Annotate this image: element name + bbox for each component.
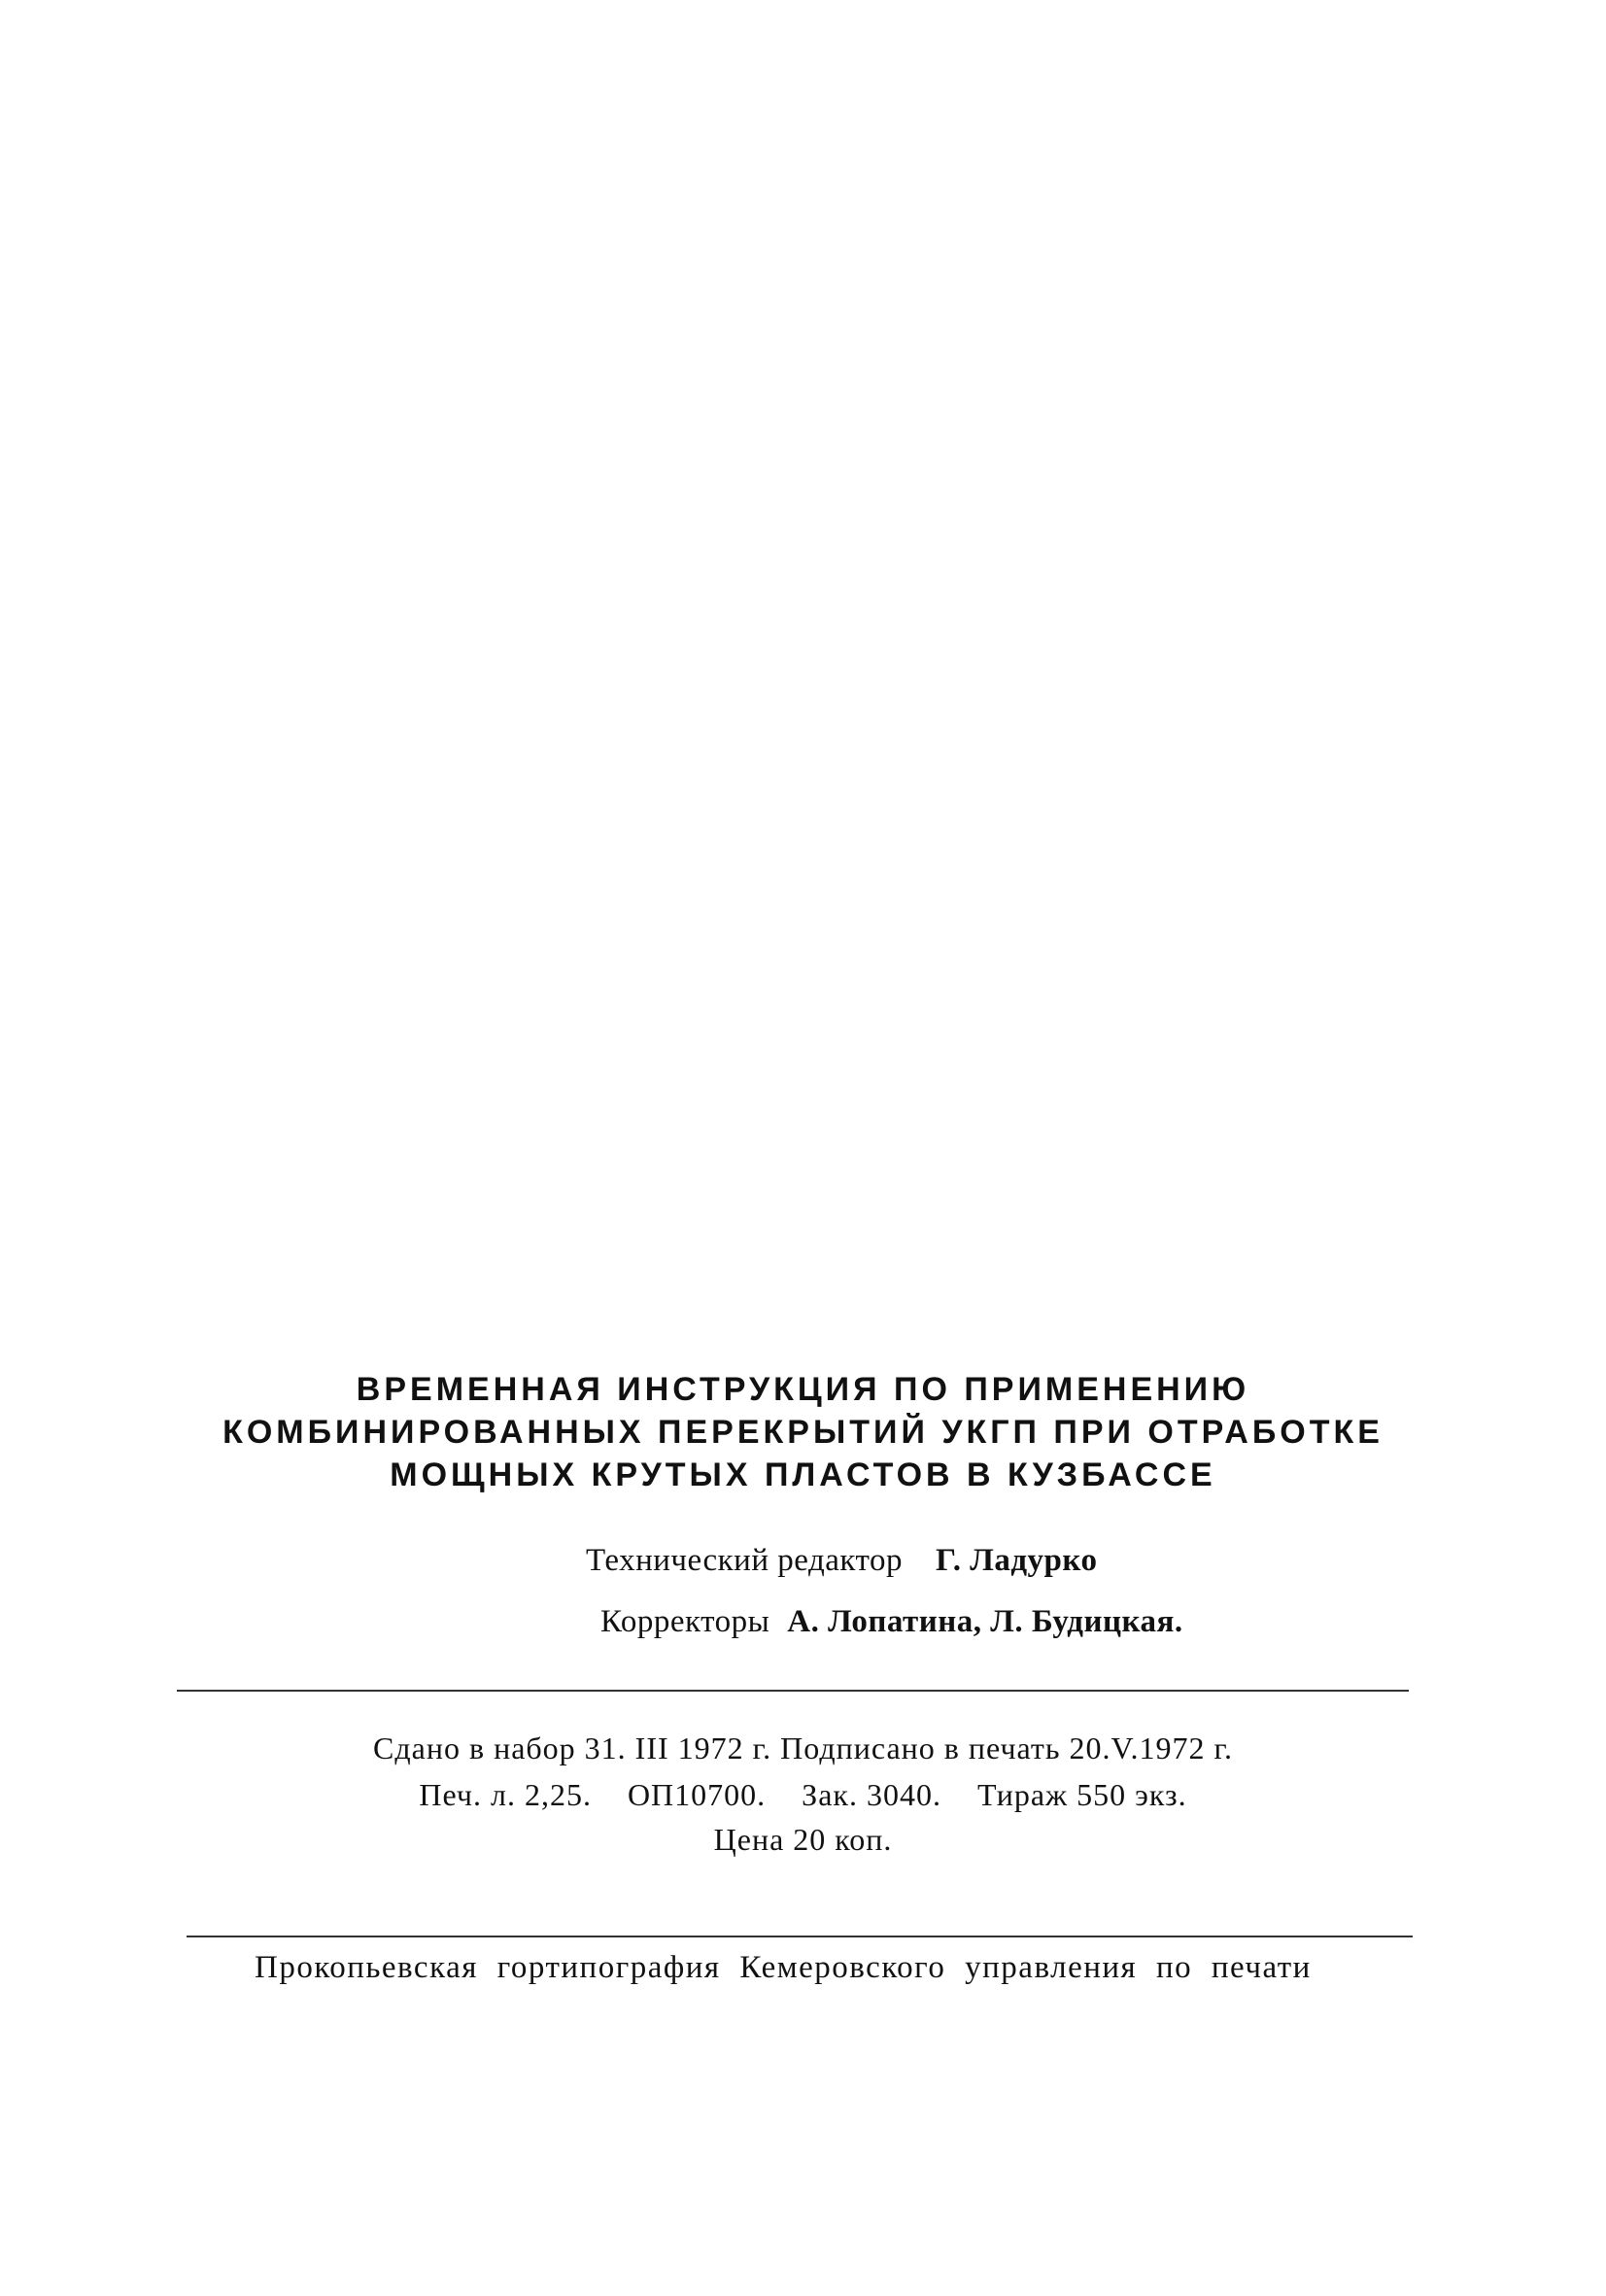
divider-bottom (187, 1936, 1413, 1937)
correctors-names: А. Лопатина, Л. Будицкая. (787, 1604, 1183, 1639)
imprint-code: ОП10700. (627, 1777, 767, 1812)
title-line-1: ВРЕМЕННАЯ ИНСТРУКЦИЯ ПО ПРИМЕНЕНИЮ (356, 1371, 1250, 1408)
imprint-price: Цена 20 коп. (713, 1822, 893, 1857)
imprint-sheets: Печ. л. 2,25. (419, 1777, 592, 1812)
imprint-order: Зак. 3040. (802, 1777, 941, 1812)
imprint-dates: Сдано в набор 31. III 1972 г. Подписано в печать 20.V.1972 г. (373, 1731, 1233, 1765)
tech-editor-role: Технический редактор (586, 1543, 903, 1578)
title-line-3: МОЩНЫХ КРУТЫХ ПЛАСТОВ В КУЗБАССЕ (390, 1456, 1216, 1493)
correctors-credit (600, 1604, 1183, 1640)
printer-imprint: Прокопьевская гортипография Кемеровского управления по печати (255, 1950, 1312, 1985)
imprint-circulation: Тираж 550 экз. (976, 1777, 1187, 1812)
divider-top (177, 1690, 1409, 1692)
title-block (0, 1368, 1606, 1496)
tech-editor-name: Г. Ладурко (935, 1543, 1098, 1578)
title-line-2: КОМБИНИРОВАННЫХ ПЕРЕКРЫТИЙ УКГП ПРИ ОТРАБОТКЕ (222, 1414, 1384, 1451)
tech-editor-credit (586, 1543, 1097, 1579)
imprint-details (0, 1777, 1606, 1813)
correctors-role: Корректоры (600, 1604, 770, 1639)
